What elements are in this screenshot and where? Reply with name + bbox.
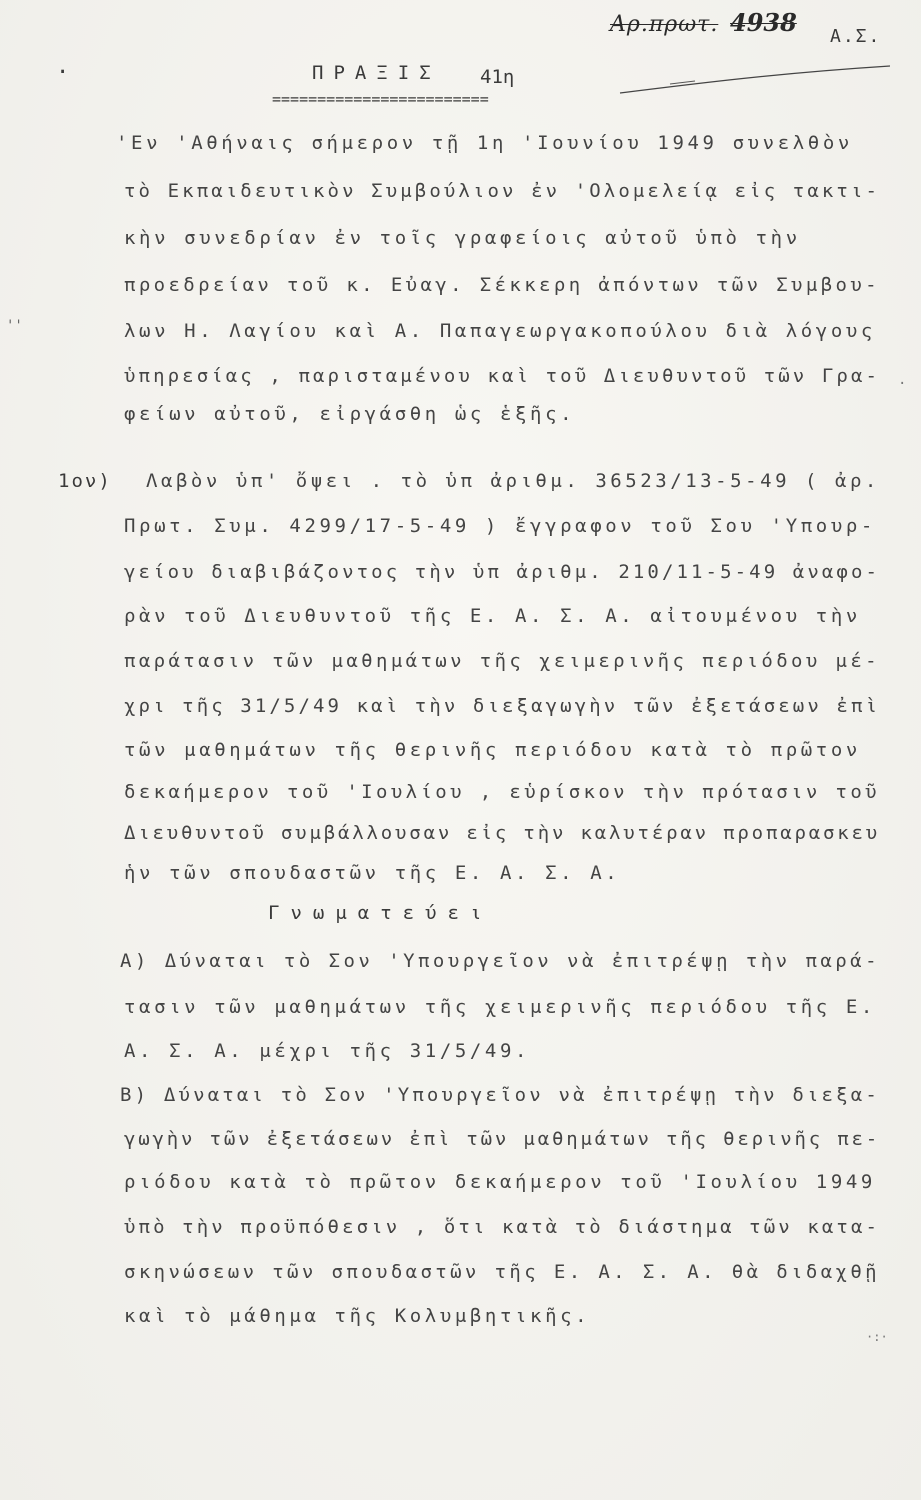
intro-line-6: ὑπηρεσίας , παρισταμένου καὶ τοῦ Διευθυντοῦ τῶν Γρα-	[124, 365, 881, 387]
corner-mark: ·:·	[866, 1330, 888, 1344]
header-initials: Α.Σ.	[830, 26, 882, 47]
intro-line-4: προεδρείαν τοῦ κ. Εὐαγ. Σέκκερη ἀπόντων τῶν Συμβου-	[124, 274, 880, 296]
intro-line-5: λων Η. Λαγίου καὶ Α. Παπαγεωργακοπούλου διὰ λόγους	[124, 320, 876, 342]
title-number: 41η	[480, 66, 515, 88]
opinion-heading: Γνωματεύει	[268, 902, 493, 924]
handwritten-reference: Αρ.πρωτ.	[610, 12, 719, 37]
item-1-line-4: ρὰν τοῦ Διευθυντοῦ τῆς Ε. Α. Σ. Α. αἰτουμένου τὴν	[124, 605, 861, 627]
handwritten-number: 4938	[730, 8, 797, 37]
opinion-b-line-2: γωγὴν τῶν ἐξετάσεων ἐπὶ τῶν μαθημάτων τῆς θερινῆς πε-	[124, 1128, 881, 1150]
opinion-b-line-1: Β) Δύναται τὸ Σον 'Υπουργεῖον νὰ ἐπιτρέψῃ τὴν διεξα-	[120, 1084, 881, 1106]
intro-line-3: κὴν συνεδρίαν ἐν τοῖς γραφείοις αὐτοῦ ὑπὸ τὴν	[124, 227, 801, 249]
item-1-line-2: Πρωτ. Συμ. 4299/17-5-49 ) ἔγγραφον τοῦ Σου 'Υπουρ-	[124, 515, 876, 537]
margin-dot: ·	[56, 60, 70, 85]
opinion-a-line-3: Α. Σ. Α. μέχρι τῆς 31/5/49.	[124, 1040, 531, 1062]
item-1-line-7: τῶν μαθημάτων τῆς θερινῆς περιόδου κατὰ τὸ πρῶτον	[124, 739, 861, 761]
right-margin-mark: .	[898, 372, 907, 388]
opinion-b-line-4: ὑπὸ τὴν προϋπόθεσιν , ὅτι κατὰ τὸ διάστημα τῶν κατα-	[124, 1216, 881, 1238]
opinion-b-line-6: καὶ τὸ μάθημα τῆς Κολυμβητικῆς.	[124, 1305, 591, 1327]
title-underline: ========================	[272, 90, 489, 108]
opinion-a-line-2: τασιν τῶν μαθημάτων τῆς χειμερινῆς περιόδου τῆς Ε.	[124, 996, 876, 1018]
intro-line-7: φείων αὐτοῦ, εἰργάσθη ὡς ἑξῆς.	[124, 403, 576, 425]
item-1-label: 1ον)	[58, 470, 112, 492]
item-1-line-6: χρι τῆς 31/5/49 καὶ τὴν διεξαγωγὴν τῶν ἐξετάσεων ἐπὶ	[124, 695, 881, 717]
item-1-line-9: Διευθυντοῦ συμβάλλουσαν εἰς τὴν καλυτέραν προπαρασκευ	[124, 822, 881, 844]
intro-line-1: 'Εν 'Αθήναις σήμερον τῇ 1η 'Ιουνίου 1949 συνελθὸν	[116, 132, 853, 154]
item-1-line-1: Λαβὸν ὑπ' ὄψει . τὸ ὑπ ἀριθμ. 36523/13-5-49 ( ἀρ.	[146, 470, 880, 492]
item-1-line-3: γείου διαβιβάζοντος τὴν ὑπ ἀριθμ. 210/11-5-49 ἀναφο-	[124, 561, 881, 583]
opinion-b-line-5: σκηνώσεων τῶν σπουδαστῶν τῆς Ε. Α. Σ. Α. θὰ διδαχθῇ	[124, 1261, 880, 1283]
document-title: ΠΡΑΞΙΣ	[312, 62, 441, 84]
item-1-line-5: παράτασιν τῶν μαθημάτων τῆς χειμερινῆς περιόδου μέ-	[124, 650, 880, 672]
opinion-b-line-3: ριόδου κατὰ τὸ πρῶτον δεκαήμερον τοῦ 'Ιουλίου 1949	[124, 1171, 876, 1193]
left-margin-mark: ''	[6, 318, 23, 334]
opinion-a-line-1: Α) Δύναται τὸ Σον 'Υπουργεῖον νὰ ἐπιτρέψῃ τὴν παρά-	[120, 950, 880, 972]
signature-flourish	[520, 48, 900, 108]
intro-line-2: τὸ Εκπαιδευτικὸν Συμβούλιον ἐν 'Ολομελείᾳ εἰς τακτι-	[124, 180, 881, 202]
item-1-line-8: δεκαήμερον τοῦ 'Ιουλίου , εὑρίσκον τὴν πρότασιν τοῦ	[124, 781, 880, 803]
item-1-line-10: ἡν τῶν σπουδαστῶν τῆς Ε. Α. Σ. Α.	[124, 862, 621, 884]
